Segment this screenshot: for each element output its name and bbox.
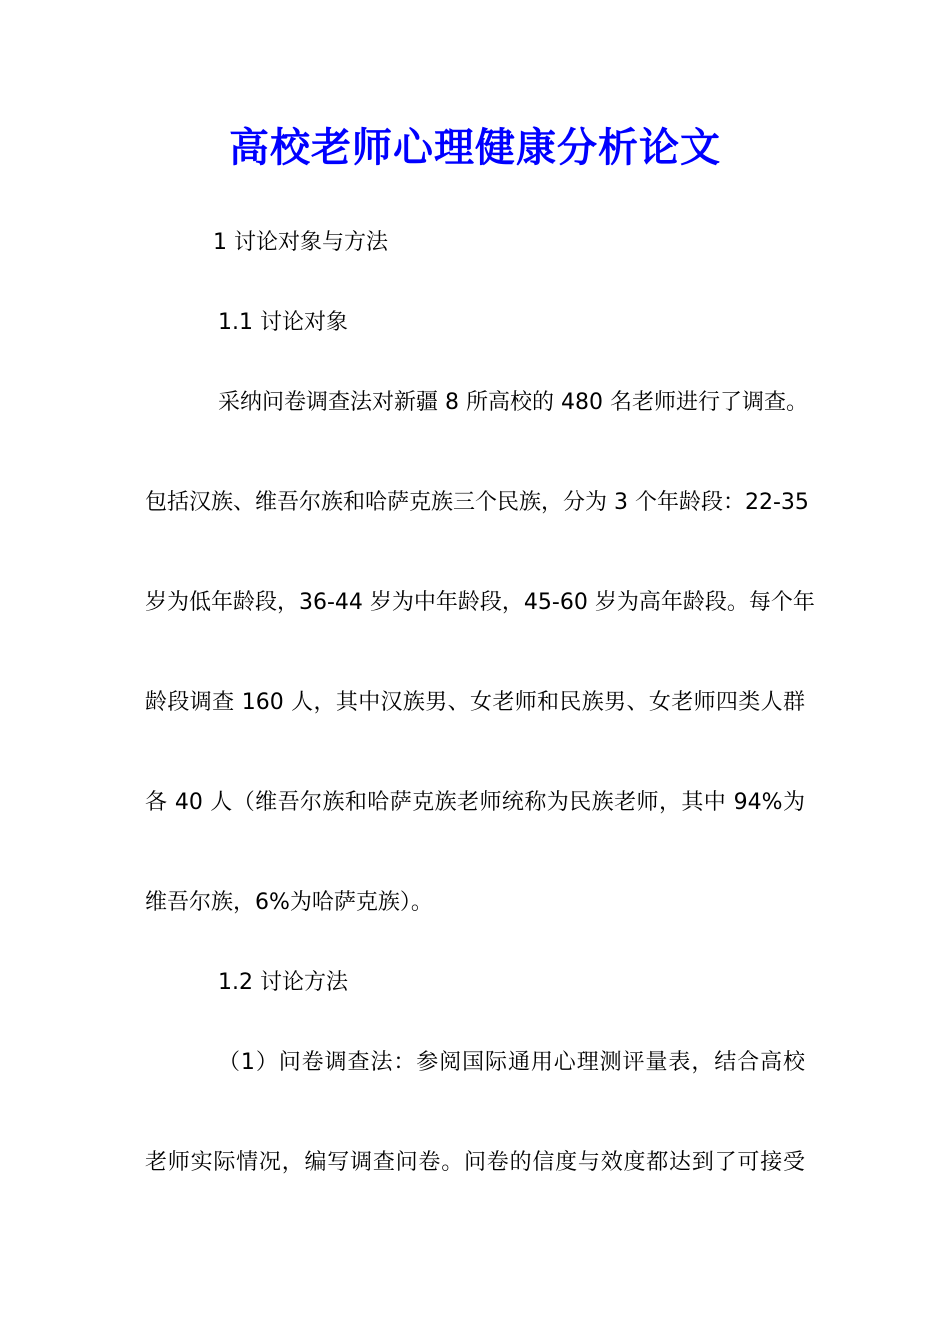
paragraph-line: （1）问卷调查法：参阅国际通用心理测评量表，结合高校 [218,1050,805,1075]
section-heading-1: 1 讨论对象与方法 [213,230,388,255]
paragraph-line: 龄段调查 160 人，其中汉族男、女老师和民族男、女老师四类人群 [145,690,805,715]
subsection-heading-1-1: 1.1 讨论对象 [218,310,348,335]
paragraph-line: 维吾尔族，6%为哈萨克族）。 [145,890,433,915]
document-title: 高校老师心理健康分析论文 [229,124,721,171]
paragraph-line: 老师实际情况，编写调查问卷。问卷的信度与效度都达到了可接受 [145,1150,805,1175]
paragraph-line: 各 40 人（维吾尔族和哈萨克族老师统称为民族老师，其中 94%为 [145,790,805,815]
paragraph-line: 包括汉族、维吾尔族和哈萨克族三个民族，分为 3 个年龄段：22-35 [145,490,809,515]
paragraph-line: 岁为低年龄段，36-44 岁为中年龄段，45-60 岁为高年龄段。每个年 [145,590,815,615]
subsection-heading-1-2: 1.2 讨论方法 [218,970,348,995]
paragraph-line: 采纳问卷调查法对新疆 8 所高校的 480 名老师进行了调查。 [218,390,808,415]
